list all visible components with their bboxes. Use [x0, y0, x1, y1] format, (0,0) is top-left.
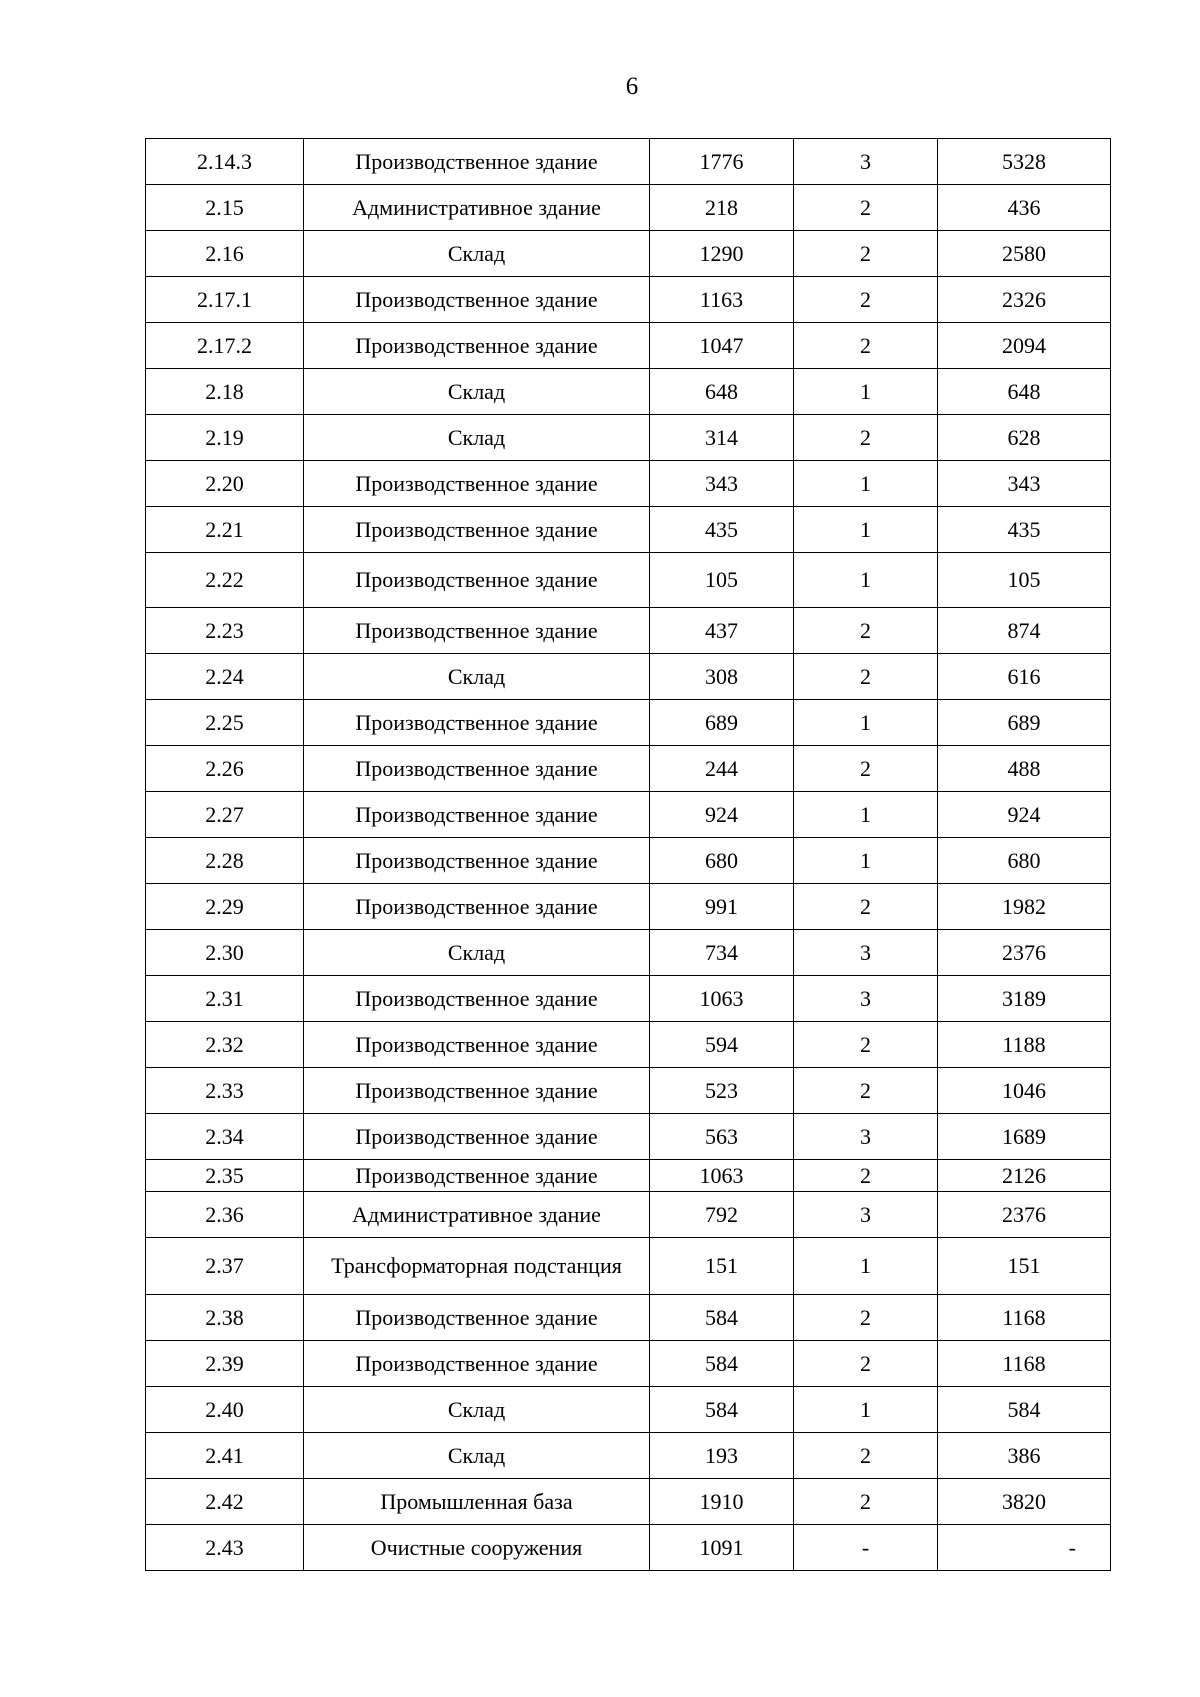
table-row: [146, 1525, 1111, 1571]
table-row: [146, 1114, 1111, 1160]
total-area-cell: 5328: [938, 139, 1111, 185]
building-name-cell: Склад: [304, 1387, 650, 1433]
floors-cell: 2: [794, 231, 938, 277]
row-number-cell: 2.35: [146, 1160, 304, 1192]
area-cell: 584: [650, 1341, 794, 1387]
building-name-cell: Производственное здание: [304, 608, 650, 654]
area-cell: 1063: [650, 1160, 794, 1192]
area-cell: 1063: [650, 976, 794, 1022]
floors-cell: 2: [794, 1068, 938, 1114]
row-number-cell: 2.33: [146, 1068, 304, 1114]
total-area-cell: 2376: [938, 930, 1111, 976]
building-name-cell: Производственное здание: [304, 1068, 650, 1114]
row-number-cell: 2.21: [146, 507, 304, 553]
area-cell: 1047: [650, 323, 794, 369]
building-name-cell: Производственное здание: [304, 139, 650, 185]
floors-cell: 2: [794, 415, 938, 461]
floors-cell: 2: [794, 185, 938, 231]
table-row: [146, 507, 1111, 553]
area-cell: 1776: [650, 139, 794, 185]
area-cell: 1091: [650, 1525, 794, 1571]
table-row: [146, 323, 1111, 369]
building-name-cell: Производственное здание: [304, 1022, 650, 1068]
total-area-cell: 1982: [938, 884, 1111, 930]
row-number-cell: 2.17.1: [146, 277, 304, 323]
row-number-cell: 2.17.2: [146, 323, 304, 369]
floors-cell: 1: [794, 838, 938, 884]
area-cell: 314: [650, 415, 794, 461]
floors-cell: 2: [794, 1295, 938, 1341]
area-cell: 734: [650, 930, 794, 976]
floors-cell: 1: [794, 507, 938, 553]
row-number-cell: 2.15: [146, 185, 304, 231]
table-row: [146, 231, 1111, 277]
row-number-cell: 2.26: [146, 746, 304, 792]
building-name-cell: Производственное здание: [304, 461, 650, 507]
total-area-cell: 436: [938, 185, 1111, 231]
table-row: [146, 700, 1111, 746]
building-name-cell: Административное здание: [304, 185, 650, 231]
table-row: [146, 654, 1111, 700]
floors-cell: 1: [794, 792, 938, 838]
row-number-cell: 2.14.3: [146, 139, 304, 185]
floors-cell: 2: [794, 1433, 938, 1479]
floors-cell: 3: [794, 1114, 938, 1160]
area-cell: 563: [650, 1114, 794, 1160]
total-area-cell: 616: [938, 654, 1111, 700]
total-area-cell: 3820: [938, 1479, 1111, 1525]
row-number-cell: 2.27: [146, 792, 304, 838]
floors-cell: 1: [794, 553, 938, 608]
total-area-cell: 3189: [938, 976, 1111, 1022]
building-name-cell: Очистные сооружения: [304, 1525, 650, 1571]
area-cell: 105: [650, 553, 794, 608]
table-row: [146, 277, 1111, 323]
row-number-cell: 2.29: [146, 884, 304, 930]
total-area-cell: 435: [938, 507, 1111, 553]
building-name-cell: Производственное здание: [304, 792, 650, 838]
table-row: [146, 1433, 1111, 1479]
floors-cell: 2: [794, 746, 938, 792]
total-area-cell: 2376: [938, 1192, 1111, 1238]
row-number-cell: 2.40: [146, 1387, 304, 1433]
floors-cell: 1: [794, 1238, 938, 1295]
total-area-cell: 2326: [938, 277, 1111, 323]
area-cell: 689: [650, 700, 794, 746]
floors-cell: 2: [794, 323, 938, 369]
table-row: [146, 1387, 1111, 1433]
building-name-cell: Производственное здание: [304, 323, 650, 369]
row-number-cell: 2.28: [146, 838, 304, 884]
table-row: [146, 369, 1111, 415]
building-name-cell: Производственное здание: [304, 1341, 650, 1387]
building-name-cell: Производственное здание: [304, 1295, 650, 1341]
building-name-cell: Склад: [304, 369, 650, 415]
building-name-cell: Производственное здание: [304, 976, 650, 1022]
building-name-cell: Производственное здание: [304, 700, 650, 746]
row-number-cell: 2.36: [146, 1192, 304, 1238]
table-row: [146, 1479, 1111, 1525]
total-area-cell: 386: [938, 1433, 1111, 1479]
table-row: [146, 415, 1111, 461]
total-area-cell: -: [938, 1525, 1111, 1571]
table-row: [146, 1068, 1111, 1114]
total-area-cell: 648: [938, 369, 1111, 415]
area-cell: 244: [650, 746, 794, 792]
buildings-table: [145, 138, 1111, 1571]
floors-cell: 3: [794, 139, 938, 185]
floors-cell: 2: [794, 1022, 938, 1068]
row-number-cell: 2.19: [146, 415, 304, 461]
table-row: [146, 553, 1111, 608]
total-area-cell: 1168: [938, 1341, 1111, 1387]
area-cell: 343: [650, 461, 794, 507]
row-number-cell: 2.22: [146, 553, 304, 608]
row-number-cell: 2.39: [146, 1341, 304, 1387]
table-row: [146, 608, 1111, 654]
table-row: [146, 838, 1111, 884]
area-cell: 193: [650, 1433, 794, 1479]
row-number-cell: 2.20: [146, 461, 304, 507]
row-number-cell: 2.38: [146, 1295, 304, 1341]
total-area-cell: 680: [938, 838, 1111, 884]
table-row: [146, 792, 1111, 838]
floors-cell: -: [794, 1525, 938, 1571]
total-area-cell: 1046: [938, 1068, 1111, 1114]
floors-cell: 2: [794, 654, 938, 700]
row-number-cell: 2.32: [146, 1022, 304, 1068]
floors-cell: 1: [794, 369, 938, 415]
row-number-cell: 2.34: [146, 1114, 304, 1160]
table-row: [146, 884, 1111, 930]
row-number-cell: 2.24: [146, 654, 304, 700]
total-area-cell: 2580: [938, 231, 1111, 277]
total-area-cell: 1188: [938, 1022, 1111, 1068]
row-number-cell: 2.18: [146, 369, 304, 415]
table-row: [146, 976, 1111, 1022]
floors-cell: 3: [794, 976, 938, 1022]
floors-cell: 2: [794, 1479, 938, 1525]
building-name-cell: Производственное здание: [304, 838, 650, 884]
table-row: [146, 1238, 1111, 1295]
area-cell: 437: [650, 608, 794, 654]
total-area-cell: 151: [938, 1238, 1111, 1295]
area-cell: 924: [650, 792, 794, 838]
floors-cell: 2: [794, 1160, 938, 1192]
total-area-cell: 874: [938, 608, 1111, 654]
floors-cell: 1: [794, 1387, 938, 1433]
page-number: 6: [625, 73, 639, 100]
building-name-cell: Производственное здание: [304, 507, 650, 553]
floors-cell: 1: [794, 700, 938, 746]
area-cell: 1290: [650, 231, 794, 277]
table-row: [146, 1192, 1111, 1238]
floors-cell: 3: [794, 930, 938, 976]
building-name-cell: Производственное здание: [304, 277, 650, 323]
row-number-cell: 2.41: [146, 1433, 304, 1479]
table-row: [146, 1295, 1111, 1341]
total-area-cell: 105: [938, 553, 1111, 608]
area-cell: 1163: [650, 277, 794, 323]
building-name-cell: Склад: [304, 415, 650, 461]
building-name-cell: Административное здание: [304, 1192, 650, 1238]
floors-cell: 3: [794, 1192, 938, 1238]
floors-cell: 2: [794, 884, 938, 930]
row-number-cell: 2.23: [146, 608, 304, 654]
floors-cell: 2: [794, 277, 938, 323]
floors-cell: 1: [794, 461, 938, 507]
row-number-cell: 2.30: [146, 930, 304, 976]
row-number-cell: 2.37: [146, 1238, 304, 1295]
row-number-cell: 2.42: [146, 1479, 304, 1525]
total-area-cell: 488: [938, 746, 1111, 792]
area-cell: 648: [650, 369, 794, 415]
floors-cell: 2: [794, 608, 938, 654]
row-number-cell: 2.43: [146, 1525, 304, 1571]
floors-cell: 2: [794, 1341, 938, 1387]
row-number-cell: 2.31: [146, 976, 304, 1022]
building-name-cell: Склад: [304, 654, 650, 700]
building-name-cell: Производственное здание: [304, 1114, 650, 1160]
total-area-cell: 584: [938, 1387, 1111, 1433]
table-row: [146, 461, 1111, 507]
building-name-cell: Производственное здание: [304, 746, 650, 792]
building-name-cell: Склад: [304, 930, 650, 976]
total-area-cell: 628: [938, 415, 1111, 461]
table-row: [146, 1341, 1111, 1387]
total-area-cell: 1689: [938, 1114, 1111, 1160]
table-row: [146, 185, 1111, 231]
area-cell: 584: [650, 1387, 794, 1433]
table-row: [146, 746, 1111, 792]
total-area-cell: 924: [938, 792, 1111, 838]
table-row: [146, 930, 1111, 976]
building-name-cell: Склад: [304, 1433, 650, 1479]
building-name-cell: Производственное здание: [304, 553, 650, 608]
area-cell: 792: [650, 1192, 794, 1238]
total-area-cell: 689: [938, 700, 1111, 746]
building-name-cell: Склад: [304, 231, 650, 277]
total-area-cell: 1168: [938, 1295, 1111, 1341]
area-cell: 523: [650, 1068, 794, 1114]
building-name-cell: Трансформаторная подстанция: [304, 1238, 650, 1295]
row-number-cell: 2.16: [146, 231, 304, 277]
table-row: [146, 139, 1111, 185]
table-row: [146, 1022, 1111, 1068]
total-area-cell: 2126: [938, 1160, 1111, 1192]
table-row: [146, 1160, 1111, 1192]
total-area-cell: 343: [938, 461, 1111, 507]
area-cell: 594: [650, 1022, 794, 1068]
row-number-cell: 2.25: [146, 700, 304, 746]
area-cell: 151: [650, 1238, 794, 1295]
building-name-cell: Производственное здание: [304, 1160, 650, 1192]
area-cell: 218: [650, 185, 794, 231]
area-cell: 1910: [650, 1479, 794, 1525]
area-cell: 308: [650, 654, 794, 700]
area-cell: 584: [650, 1295, 794, 1341]
total-area-cell: 2094: [938, 323, 1111, 369]
area-cell: 991: [650, 884, 794, 930]
area-cell: 435: [650, 507, 794, 553]
building-name-cell: Промышленная база: [304, 1479, 650, 1525]
building-name-cell: Производственное здание: [304, 884, 650, 930]
area-cell: 680: [650, 838, 794, 884]
